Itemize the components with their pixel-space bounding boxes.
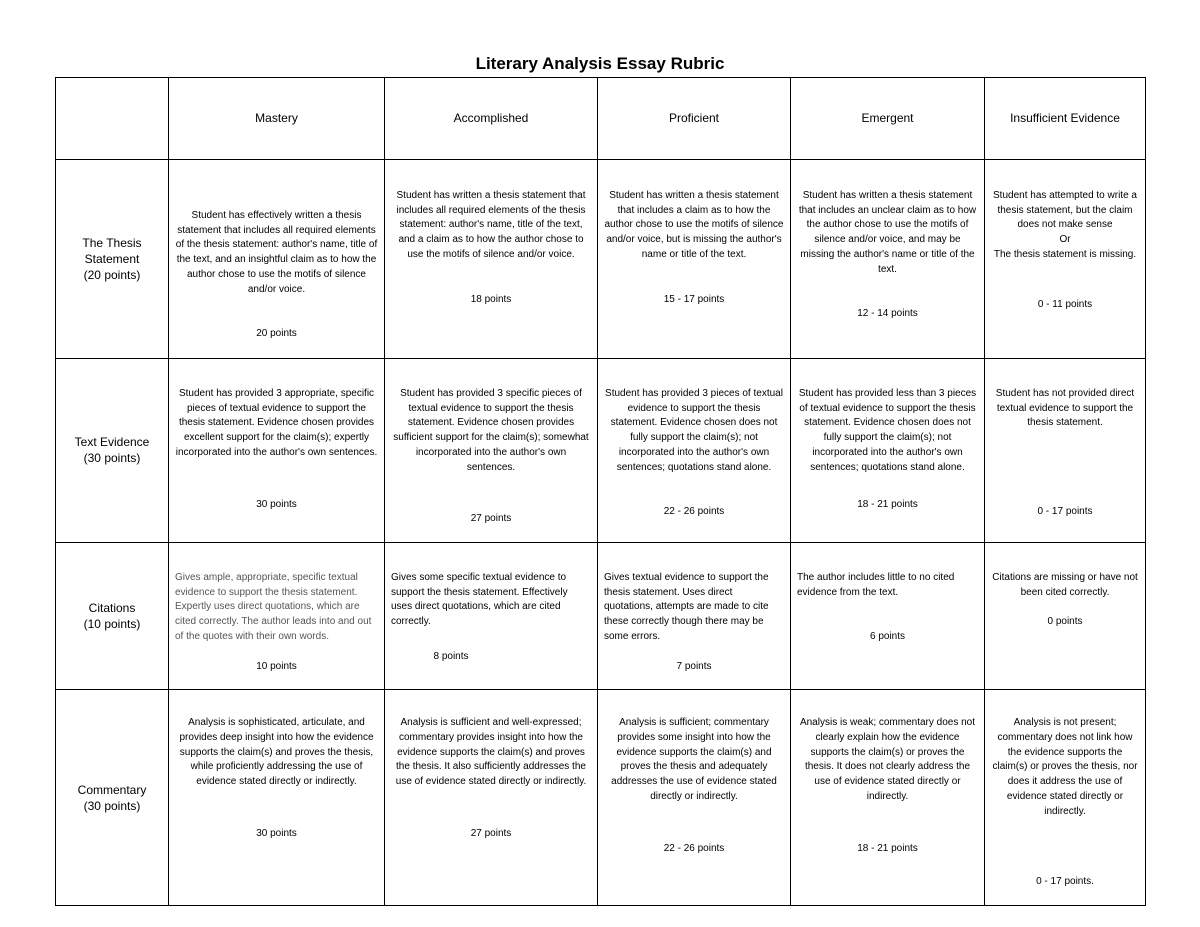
thesis-proficient-cell bbox=[598, 160, 791, 359]
row-header-commentary: Commentary (30 points) bbox=[56, 690, 169, 906]
column-header-mastery: Mastery bbox=[169, 78, 385, 160]
evidence-emergent-cell bbox=[791, 359, 985, 543]
commentary-insufficient-cell bbox=[985, 690, 1146, 906]
criterion-description: Student has effectively written a thesis statement that includes all required elements of the thesis statement: author's name, title of the text, and an insightful claim as to how the author chose to use the motifs of silence and/or voice. bbox=[175, 209, 378, 295]
points-value: 18 points bbox=[470, 293, 512, 305]
points-value: 0 - 11 points bbox=[1037, 298, 1093, 310]
citations-insufficient-cell bbox=[985, 542, 1146, 689]
commentary-emergent-cell bbox=[791, 690, 985, 906]
row-header-thesis: The Thesis Statement (20 points) bbox=[56, 160, 169, 359]
points-value: 0 - 17 points bbox=[1037, 505, 1093, 517]
thesis-mastery-cell bbox=[169, 160, 385, 359]
column-header-emergent: Emergent bbox=[791, 78, 985, 160]
points-value: 18 - 21 points bbox=[857, 842, 918, 854]
points-value: 27 points bbox=[470, 513, 512, 525]
criterion-description: Analysis is weak; commentary does not clearly explain how the evidence supports the claim(s) or proves the thesis. It does not clearly address the use of evidence stated directly or indirectly. bbox=[799, 716, 976, 802]
criterion-description: Student has written a thesis statement that includes an unclear claim as to how the author chose to use the motifs of silence and/or voice, and may be missing the author's name or title of the text. bbox=[798, 189, 977, 275]
criterion-description: Student has written a thesis statement that includes a claim as to how the author chose to use the motifs of silence and/or voice, but is missing the author's name or title of the text. bbox=[604, 189, 784, 260]
criterion-description: Gives some specific textual evidence to support the thesis statement. Effectively uses direct quotations, which are cited correctly. bbox=[391, 571, 568, 628]
column-header-proficient: Proficient bbox=[598, 78, 791, 160]
column-header-insufficient: Insufficient Evidence bbox=[985, 78, 1146, 160]
criterion-description: Student has not provided direct textual evidence to support the thesis statement. bbox=[995, 387, 1135, 429]
column-header-accomplished: Accomplished bbox=[385, 78, 598, 160]
points-value: 30 points bbox=[256, 827, 297, 839]
criterion-description: Student has provided 3 appropriate, specific pieces of textual evidence to support the thesis statement. Evidence chosen provides excellent support for the claim(s); expertly incorporated into the author's own sentences. bbox=[175, 387, 378, 458]
criterion-description: Student has provided 3 pieces of textual evidence to support the thesis statement. Evidence chosen does not fully support the claim(s); not incorporated into the author's own sentences; quotations stand alone. bbox=[605, 387, 783, 473]
criterion-description: Citations are missing or have not been cited correctly. bbox=[992, 571, 1138, 598]
points-value: 30 points bbox=[256, 498, 297, 510]
criterion-description: Student has provided less than 3 pieces of textual evidence to support the thesis statement. Evidence chosen does not fully support the claim(s); not incorporated into the author's own sentences; quotations stand alone. bbox=[798, 387, 977, 473]
commentary-mastery-cell bbox=[169, 690, 385, 906]
page-title: Literary Analysis Essay Rubric bbox=[475, 54, 725, 73]
citations-accomplished-cell bbox=[385, 542, 598, 689]
citations-proficient-cell bbox=[598, 542, 791, 689]
points-value: 15 - 17 points bbox=[663, 293, 725, 305]
rubric-table bbox=[55, 77, 1146, 906]
points-value: 10 points bbox=[256, 660, 297, 672]
points-value: 22 - 26 points bbox=[663, 506, 725, 518]
criterion-description: Student has provided 3 specific pieces of textual evidence to support the thesis statement. Evidence chosen provides sufficient support for the claim(s); somewhat incorporated into the author's own sentences. bbox=[393, 387, 589, 473]
criterion-description: Analysis is sufficient and well-expressed; commentary provides insight into how the evidence supports the claim(s) and proves the thesis. It also sufficiently addresses the use of evidence stated directly or indirectly. bbox=[395, 716, 587, 788]
row-header-citations: Citations (10 points) bbox=[56, 542, 169, 689]
evidence-accomplished-cell bbox=[385, 359, 598, 543]
row-text-evidence bbox=[56, 359, 1146, 543]
header-row bbox=[56, 78, 1146, 160]
points-value: 18 - 21 points bbox=[857, 499, 918, 511]
criterion-description: Gives textual evidence to support the thesis statement. Uses direct quotations, attempts are made to cite these correctly though there may be some errors. bbox=[604, 571, 769, 642]
row-citations bbox=[56, 542, 1146, 689]
points-value: 0 points bbox=[1047, 616, 1083, 628]
points-value: 20 points bbox=[256, 328, 297, 340]
criterion-description: The author includes little to no cited evidence from the text. bbox=[797, 571, 955, 598]
points-value: 6 points bbox=[869, 631, 906, 643]
criterion-description: Analysis is sufficient; commentary provides some insight into how the evidence supports the claim(s) and proves the thesis and adequately addresses the use of evidence stated directly or indirectly. bbox=[611, 716, 777, 802]
evidence-insufficient-cell bbox=[985, 359, 1146, 543]
points-value: 0 - 17 points. bbox=[1036, 876, 1094, 888]
points-value: 8 points bbox=[433, 650, 469, 662]
row-thesis bbox=[56, 160, 1146, 359]
thesis-accomplished-cell bbox=[385, 160, 598, 359]
commentary-accomplished-cell bbox=[385, 690, 598, 906]
thesis-insufficient-cell bbox=[985, 160, 1146, 359]
commentary-proficient-cell bbox=[598, 690, 791, 906]
evidence-proficient-cell bbox=[598, 359, 791, 543]
points-value: 12 - 14 points bbox=[857, 308, 918, 320]
evidence-mastery-cell bbox=[169, 359, 385, 543]
criterion-description: Analysis is sophisticated, articulate, and provides deep insight into how the evidence supports the claim(s) and proves the thesis, while proficiently addressing the use of evidence stated directly or indirectly. bbox=[179, 716, 374, 788]
row-commentary bbox=[56, 690, 1146, 906]
citations-emergent-cell bbox=[791, 542, 985, 689]
criterion-description: Student has written a thesis statement that includes all required elements of the thesis statement: author's name, title of the text, and a claim as to how the author chose to use the motifs of silence and/or voice. bbox=[396, 189, 586, 260]
criterion-description: Analysis is not present; commentary does not link how the evidence supports the claim(s) or proves the thesis, nor does it address the use of evidence stated directly or indirectly. bbox=[992, 716, 1138, 817]
points-value: 7 points bbox=[676, 660, 712, 672]
citations-mastery-cell bbox=[169, 542, 385, 689]
points-value: 27 points bbox=[470, 827, 512, 839]
thesis-emergent-cell bbox=[791, 160, 985, 359]
criterion-description: Gives ample, appropriate, specific textual evidence to support the thesis statement. Expertly uses direct quotations, which are cited correctly. The author leads into and out of the quotes with their own words. bbox=[175, 571, 372, 642]
corner-cell bbox=[56, 78, 169, 160]
criterion-description: Student has attempted to write a thesis statement, but the claim does not make sense Or The thesis statement is missing. bbox=[993, 189, 1137, 260]
points-value: 22 - 26 points bbox=[663, 842, 725, 854]
row-header-text-evidence: Text Evidence (30 points) bbox=[56, 359, 169, 543]
